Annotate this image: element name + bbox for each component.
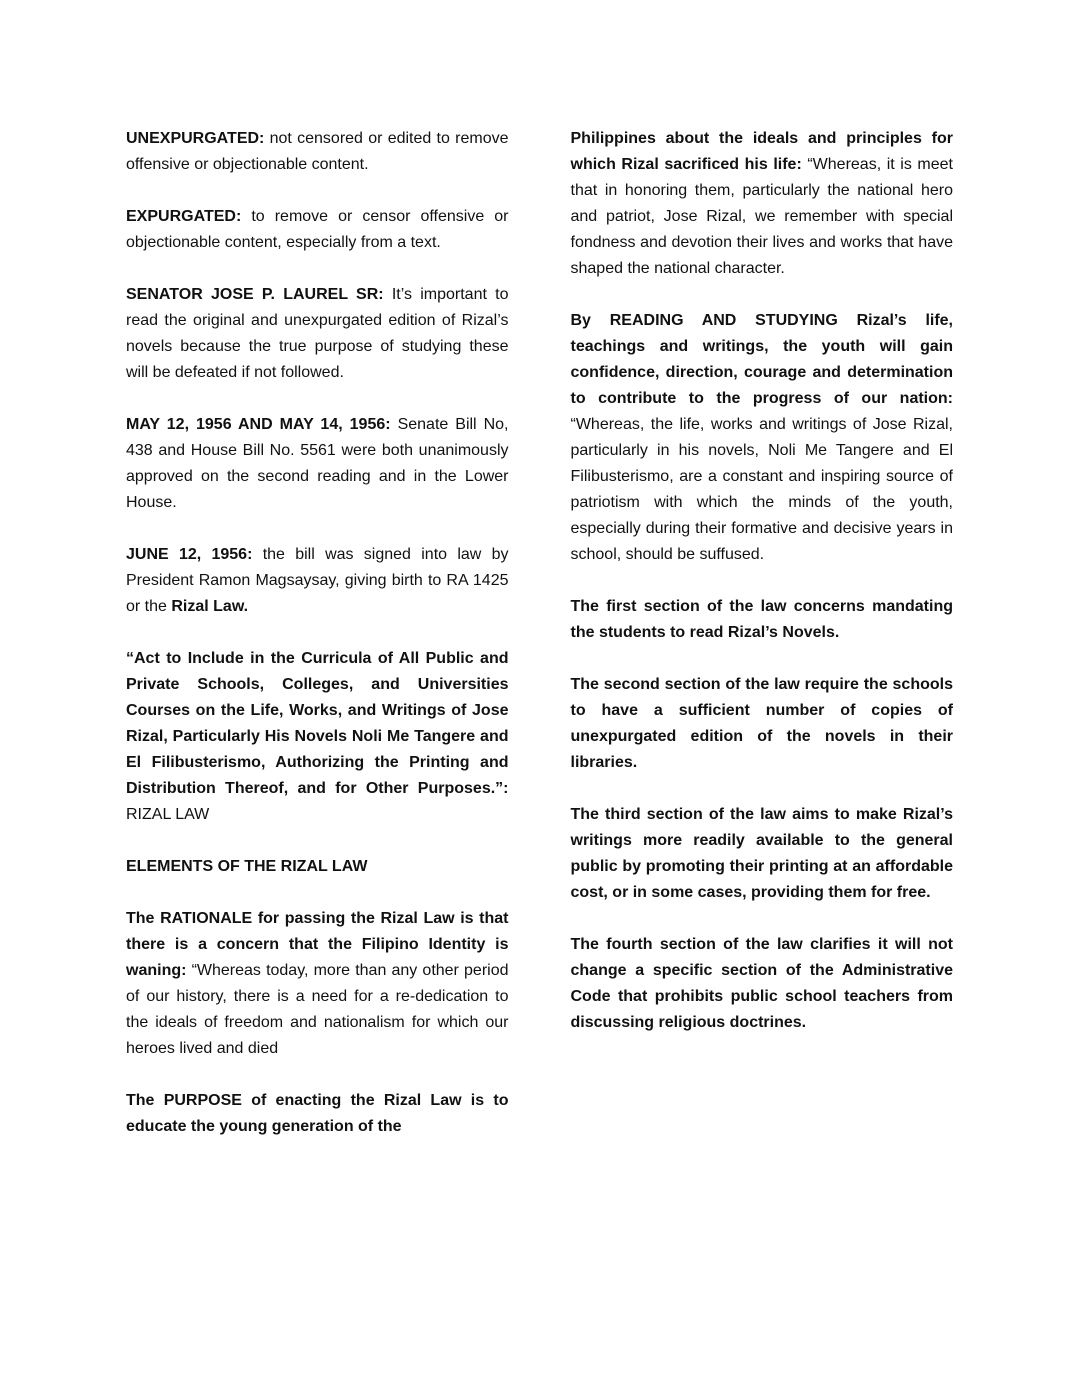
paragraph-act-title [126,646,509,828]
paragraph-june-1956 [126,542,509,620]
tail-bold: Rizal Law. [171,598,249,615]
term-bold: UNEXPURGATED: [126,130,265,147]
body-text: RIZAL LAW [126,806,210,823]
term-bold: By READING AND STUDYING Rizal’s life, teachings and writings, the youth will gain confidence, direction, courage and determination to contribute to the progress of our nation: [570,312,953,407]
term-bold: MAY 12, 1956 AND MAY 14, 1956: [126,416,391,433]
paragraph-fourth-section [571,932,954,1036]
term-bold: The fourth section of the law clarifies it will not change a specific section of the Administrative Code that prohibits public school teachers from discussing religious doctrines. [570,936,953,1031]
term-bold: The first section of the law concerns mandating the students to read Rizal’s Novels. [570,598,953,641]
paragraph-rationale [126,906,509,1062]
body-text: not censored or edited to remove offensive or objectionable content. [126,130,509,173]
paragraph-expurgated [126,204,509,256]
right-column [571,126,954,1317]
term-bold: Philippines about the ideals and principles for which Rizal sacrificed his life: [570,130,953,173]
paragraph-second-section [571,672,954,776]
paragraph-first-section [571,594,954,646]
body-text: “Whereas, it is meet that in honoring them, particularly the national hero and patriot, Jose Rizal, we remember with special fondness and devotion their lives and works that have shaped the national character. [570,156,953,277]
paragraph-unexpurgated [126,126,509,178]
body-text: the bill was signed into law by President Ramon Magsaysay, giving birth to RA 1425 or the [126,546,509,615]
paragraph-may-1956 [126,412,509,516]
term-bold: ELEMENTS OF THE RIZAL LAW [126,858,368,875]
paragraph-purpose [126,1088,509,1140]
term-bold: The RATIONALE for passing the Rizal Law is that there is a concern that the Filipino Identity is waning: [126,910,509,979]
heading-elements-rizal-law [126,854,509,880]
body-text: “Whereas today, more than any other period of our history, there is a need for a re-dedication to the ideals of freedom and nationalism for which our heroes lived and died [126,962,509,1057]
term-bold: EXPURGATED: [126,208,242,225]
left-column [126,126,509,1317]
paragraph-senator-laurel [126,282,509,386]
term-bold: JUNE 12, 1956: [126,546,253,563]
body-text: Senate Bill No, 438 and House Bill No. 5561 were both unanimously approved on the second reading and in the Lower House. [126,416,509,511]
body-text: to remove or censor offensive or objectionable content, especially from a text. [126,208,509,251]
term-bold: SENATOR JOSE P. LAUREL SR: [126,286,384,303]
term-bold: The third section of the law aims to make Rizal’s writings more readily available to the general public by promoting their printing at an affordable cost, or in some cases, providing them for free. [570,806,953,901]
term-bold: The second section of the law require the schools to have a sufficient number of copies of unexpurgated edition of the novels in their libraries. [570,676,953,771]
term-bold: The PURPOSE of enacting the Rizal Law is to educate the young generation of the [126,1092,509,1135]
body-text: “Whereas, the life, works and writings of Jose Rizal, particularly in his novels, Noli Me Tangere and El Filibusterismo, are a constant and inspiring source of patriotism with which the minds of the youth, especially during their formative and decisive years in school, should be suffused. [570,416,953,563]
paragraph-reading-studying [571,308,954,568]
term-bold: “Act to Include in the Curricula of All Public and Private Schools, Colleges, and Universities Courses on the Life, Works, and Writings of Jose Rizal, Particularly His Novels Noli Me Tangere and El Filibusterismo, Authorizing the Printing and Distribution Thereof, and for Other Purposes.”: [126,650,509,797]
body-text: It’s important to read the original and unexpurgated edition of Rizal’s novels because the true purpose of studying these will be defeated if not followed. [126,286,509,381]
paragraph-purpose-continued [571,126,954,282]
paragraph-third-section [571,802,954,906]
